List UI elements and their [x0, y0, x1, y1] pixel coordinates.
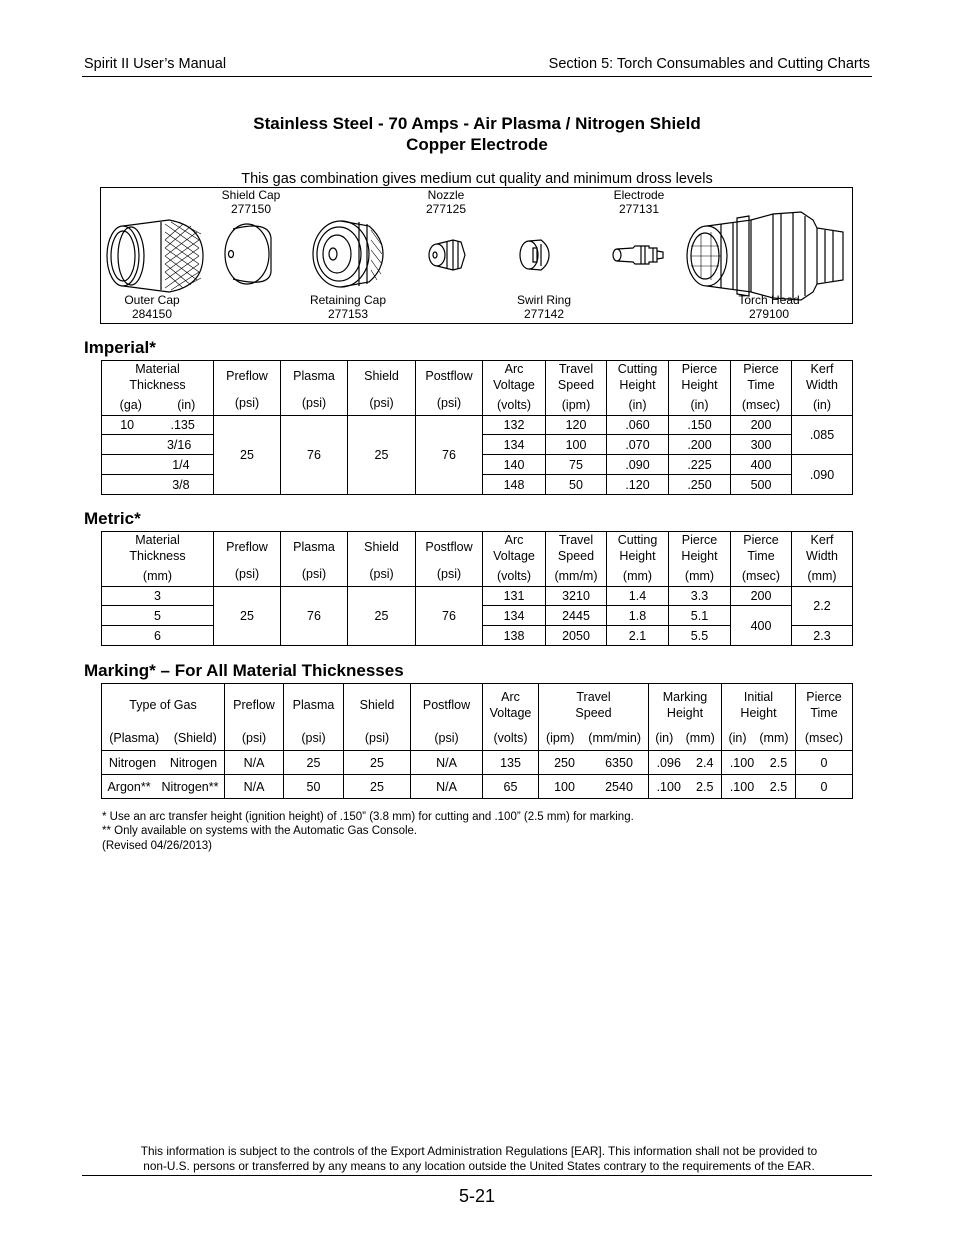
- col-initial-height: Initial Height (in) (mm): [722, 684, 796, 751]
- table-header-row: [102, 684, 853, 751]
- col-cutting-height: Cutting Height (in): [607, 361, 669, 416]
- retaining-cap-drawing: [313, 221, 383, 287]
- col-marking-height: Marking Height (in) (mm): [649, 684, 722, 751]
- col-arc-voltage: Arc Voltage (volts): [483, 684, 539, 751]
- metric-table: [101, 531, 853, 646]
- header-rule: [82, 76, 872, 77]
- table-row: 3/8 148 50 .120 .250 500: [102, 475, 853, 495]
- col-pierce-time: Pierce Time (msec): [731, 532, 792, 587]
- col-shield: Shield (psi): [348, 361, 416, 416]
- electrode-drawing: [613, 246, 663, 264]
- outer-cap-label: Outer Cap 284150: [124, 293, 180, 321]
- table-row: 3 25 76 25 76 131 3210 1.4 3.3 200 2.2: [102, 587, 853, 606]
- consumables-diagram: [100, 187, 853, 324]
- col-preflow: Preflow (psi): [214, 532, 281, 587]
- col-material-thickness: Material Thickness (mm): [102, 532, 214, 587]
- col-plasma: Plasma (psi): [281, 532, 348, 587]
- footer-rule: [82, 1175, 872, 1176]
- electrode-label: Electrode 277131: [613, 188, 665, 216]
- table-header-row: [102, 361, 853, 416]
- col-preflow: Preflow (psi): [225, 684, 284, 751]
- swirl-ring-drawing: [520, 240, 549, 270]
- col-preflow: Preflow (psi): [214, 361, 281, 416]
- parts-illustration: [101, 188, 852, 323]
- col-travel-speed: Travel Speed (ipm) (mm/min): [539, 684, 649, 751]
- imperial-table: [101, 360, 853, 495]
- export-notice: This information is subject to the controls of the Export Administration Regulations [EAR]. This information shall not be provided to non-U.S. persons or transferred by any means to any location outside the United States contrary to the requirements of the EAR.: [140, 1144, 818, 1173]
- torch-head-drawing: [687, 212, 843, 300]
- marking-table: [101, 683, 853, 799]
- col-type-of-gas: Type of Gas (Plasma) (Shield): [102, 684, 225, 751]
- table-row: 3/16 134 100 .070 .200 300: [102, 435, 853, 455]
- col-postflow: Postflow (psi): [411, 684, 483, 751]
- revision-date: (Revised 04/26/2013): [102, 840, 212, 852]
- retaining-cap-label: Retaining Cap 277153: [309, 293, 387, 321]
- manual-title: Spirit II User’s Manual: [84, 56, 227, 72]
- torch-head-label: Torch Head 279100: [738, 293, 800, 321]
- table-row: 6 138 2050 2.1 5.5 2.3: [102, 626, 853, 646]
- col-plasma: Plasma (psi): [281, 361, 348, 416]
- table-row: Argon** Nitrogen** N/A 50 25 N/A 65 100 2540 .100 2.5 .100 2.5 0: [102, 775, 853, 799]
- swirl-ring-label: Swirl Ring 277142: [516, 293, 571, 321]
- col-travel-speed: Travel Speed (ipm): [546, 361, 607, 416]
- col-pierce-height: Pierce Height (in): [669, 361, 731, 416]
- col-pierce-time: Pierce Time (msec): [796, 684, 853, 751]
- col-kerf-width: Kerf Width (mm): [792, 532, 853, 587]
- table-row: 5 134 2445 1.8 5.1 400: [102, 606, 853, 626]
- col-arc-voltage: Arc Voltage (volts): [483, 361, 546, 416]
- table-header-row: [102, 532, 853, 587]
- metric-heading: Metric*: [84, 509, 141, 528]
- col-plasma: Plasma (psi): [284, 684, 344, 751]
- col-pierce-height: Pierce Height (mm): [669, 532, 731, 587]
- shield-cap-drawing: [225, 224, 271, 284]
- page-subtitle: Copper Electrode: [406, 135, 548, 154]
- col-shield: Shield (psi): [348, 532, 416, 587]
- note-arc-transfer: * Use an arc transfer height (ignition height) of .150” (3.8 mm) for cutting and .100” (2.5 mm) for marking.: [102, 811, 634, 823]
- table-row: Nitrogen Nitrogen N/A 25 25 N/A 135 250 6350 .096 2.4 .100 2.5 0: [102, 751, 853, 775]
- col-cutting-height: Cutting Height (mm): [607, 532, 669, 587]
- table-row: 10 .135 25 76 25 76 132 120 .060 .150 200 .085: [102, 416, 853, 435]
- col-postflow: Postflow (psi): [416, 361, 483, 416]
- imperial-heading: Imperial*: [84, 338, 156, 357]
- intro-text: This gas combination gives medium cut quality and minimum dross levels: [241, 171, 713, 187]
- nozzle-drawing: [429, 240, 465, 270]
- marking-heading: Marking* – For All Material Thicknesses: [84, 661, 404, 680]
- col-shield: Shield (psi): [344, 684, 411, 751]
- col-material-thickness: Material Thickness (ga) (in): [102, 361, 214, 416]
- col-kerf-width: Kerf Width (in): [792, 361, 853, 416]
- shield-cap-label: Shield Cap 277150: [221, 188, 281, 216]
- table-row: 1/4 140 75 .090 .225 400 .090: [102, 455, 853, 475]
- note-gas-console: ** Only available on systems with the Automatic Gas Console.: [102, 825, 418, 837]
- col-travel-speed: Travel Speed (mm/m): [546, 532, 607, 587]
- page-number: 5-21: [458, 1186, 496, 1206]
- nozzle-label: Nozzle 277125: [425, 188, 467, 216]
- page-title: Stainless Steel - 70 Amps - Air Plasma / Nitrogen Shield: [253, 114, 701, 133]
- col-postflow: Postflow (psi): [416, 532, 483, 587]
- col-arc-voltage: Arc Voltage (volts): [483, 532, 546, 587]
- outer-cap-drawing: [107, 220, 203, 292]
- col-pierce-time: Pierce Time (msec): [731, 361, 792, 416]
- section-title: Section 5: Torch Consumables and Cutting Charts: [548, 56, 870, 72]
